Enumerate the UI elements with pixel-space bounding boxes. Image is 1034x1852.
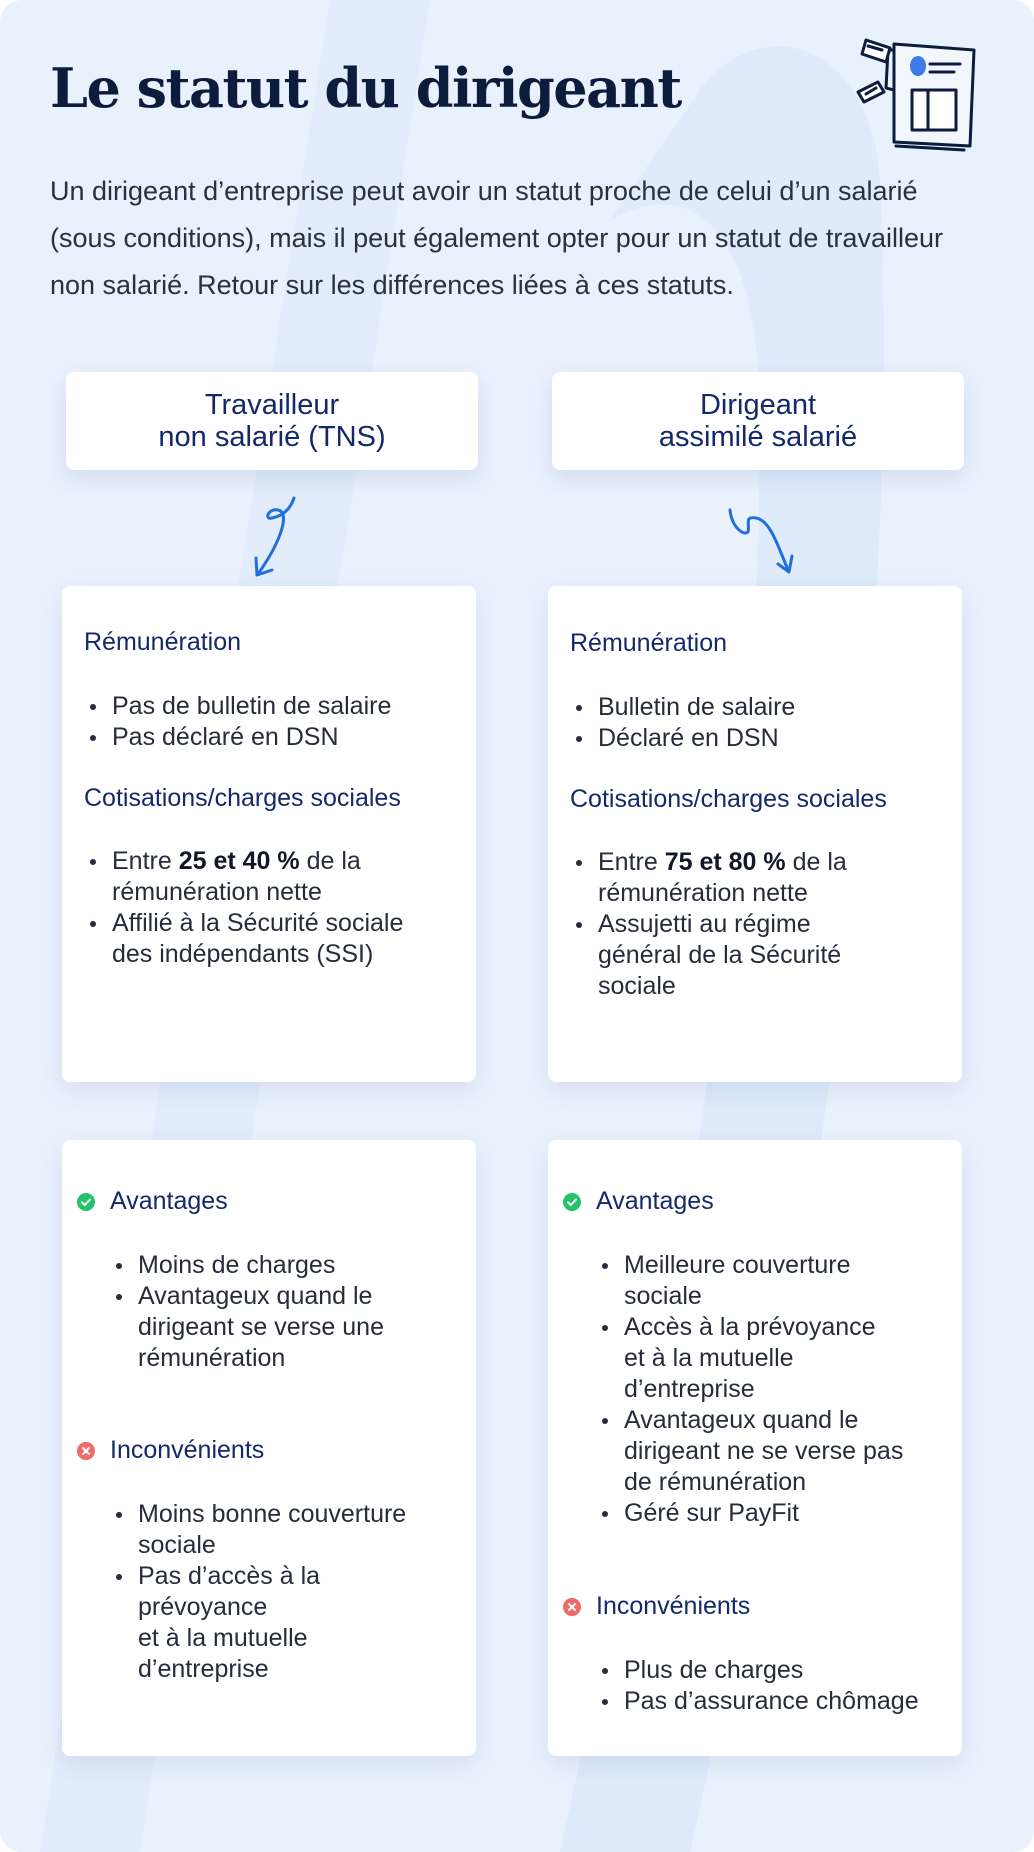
- list-item-line: dirigeant se verse une: [138, 1313, 384, 1341]
- list-item: [112, 1250, 384, 1281]
- list-item-line: Plus de charges: [624, 1656, 804, 1684]
- list-item: [598, 1405, 903, 1498]
- list-item: Pas de bulletin de salaire: [86, 691, 391, 722]
- assimile-remuneration-card: [548, 586, 962, 1082]
- list-item-line: Pas d’accès à la: [138, 1562, 321, 1590]
- remuneration-list: [86, 691, 391, 753]
- section-title-avantages: Avantages: [596, 1187, 714, 1215]
- list-item-line: général de la Sécurité: [598, 941, 842, 969]
- page-title: Le statut du dirigeant: [50, 56, 681, 120]
- list-item-line: Accès à la prévoyance: [624, 1313, 876, 1341]
- tns-pros-cons-card: [62, 1140, 476, 1756]
- section-title-inconvenients: Inconvénients: [110, 1436, 265, 1464]
- inconvenients-list: [112, 1499, 406, 1685]
- list-item-line: Moins bonne couverture: [138, 1500, 407, 1528]
- list-item-line: sociale: [598, 972, 676, 1000]
- list-item: [598, 1312, 903, 1405]
- list-item-line: de rémunération: [624, 1468, 807, 1496]
- intro-line: (sous conditions), mais il peut également opter pour un statut de travailleur: [50, 223, 943, 253]
- intro-line: non salarié. Retour sur les différences liées à ces statuts.: [50, 270, 734, 300]
- list-item-line: Avantageux quand le: [138, 1282, 373, 1310]
- list-item-line: rémunération: [138, 1344, 286, 1372]
- list-item-line: et à la mutuelle: [138, 1624, 308, 1652]
- list-item-line: prévoyance: [138, 1593, 268, 1621]
- list-item-line: sociale: [138, 1531, 216, 1559]
- section-title-cotisations: Cotisations/charges sociales: [84, 784, 401, 812]
- list-item-line: des indépendants (SSI): [112, 940, 374, 968]
- list-item-line: dirigeant ne se verse pas: [624, 1437, 904, 1465]
- section-title-remuneration: Rémunération: [84, 628, 242, 656]
- list-item: [598, 1250, 903, 1312]
- curly-arrow-down-left-icon: [246, 494, 306, 582]
- section-title-avantages: Avantages: [110, 1187, 228, 1215]
- heading-card-assimile-salarie: [552, 372, 964, 470]
- list-item-line: Entre 25 et 40 % de la: [112, 847, 361, 875]
- intro-line: Un dirigeant d’entreprise peut avoir un statut proche de celui d’un salarié: [50, 176, 918, 206]
- list-item: Bulletin de salaire: [572, 692, 795, 723]
- cotisations-rate: 25 et 40 %: [178, 847, 300, 875]
- section-title-inconvenients: Inconvénients: [596, 1592, 751, 1620]
- inconvenients-list: [598, 1655, 919, 1717]
- list-item-line: Moins de charges: [138, 1251, 336, 1279]
- list-item: [572, 847, 847, 909]
- cotisations-list: [572, 847, 847, 1002]
- list-item-line: rémunération nette: [598, 879, 808, 907]
- list-item-line: Géré sur PayFit: [624, 1499, 800, 1527]
- list-item-line: Affilié à la Sécurité sociale: [112, 909, 404, 937]
- check-circle-icon: [563, 1193, 581, 1211]
- heading-line: Travailleur: [204, 389, 340, 421]
- section-title-remuneration: Rémunération: [570, 629, 728, 657]
- avantages-list: [112, 1250, 384, 1374]
- intro-paragraph: [50, 168, 1000, 309]
- list-item-line: Entre 75 et 80 % de la: [598, 848, 847, 876]
- remuneration-list: [572, 692, 795, 754]
- list-item-line: Avantageux quand le: [624, 1406, 859, 1434]
- cotisations-list: [86, 846, 403, 970]
- list-item-line: d’entreprise: [624, 1375, 755, 1403]
- cotisations-rate: 75 et 80 %: [664, 848, 786, 876]
- x-circle-icon: [77, 1442, 95, 1460]
- list-item-line: Meilleure couverture: [624, 1251, 851, 1279]
- list-item: [598, 1498, 903, 1529]
- check-circle-icon: [77, 1193, 95, 1211]
- list-item-line: et à la mutuelle: [624, 1344, 794, 1372]
- list-item-line: d’entreprise: [138, 1655, 269, 1683]
- x-circle-icon: [563, 1598, 581, 1616]
- list-item: [112, 1499, 406, 1561]
- list-item: [598, 1655, 919, 1686]
- section-title-cotisations: Cotisations/charges sociales: [570, 785, 887, 813]
- list-item: [112, 1561, 406, 1685]
- payslip-document-icon: [856, 38, 990, 156]
- list-item: Déclaré en DSN: [572, 723, 795, 754]
- list-item: [86, 846, 403, 908]
- tns-remuneration-card: [62, 586, 476, 1082]
- avantages-list: [598, 1250, 903, 1529]
- list-item: [112, 1281, 384, 1374]
- list-item: [572, 909, 847, 1002]
- heading-line: assimilé salarié: [658, 421, 858, 453]
- list-item-line: Pas d’assurance chômage: [624, 1687, 919, 1715]
- curly-arrow-down-right-icon: [726, 506, 796, 576]
- heading-line: Dirigeant: [699, 389, 817, 421]
- list-item: Pas déclaré en DSN: [86, 722, 391, 753]
- heading-line: non salarié (TNS): [158, 421, 386, 453]
- list-item-line: sociale: [624, 1282, 702, 1310]
- assimile-pros-cons-card: [548, 1140, 962, 1756]
- list-item-line: Assujetti au régime: [598, 910, 811, 938]
- list-item-line: rémunération nette: [112, 878, 322, 906]
- list-item: [86, 908, 403, 970]
- list-item: [598, 1686, 919, 1717]
- heading-card-tns: [66, 372, 478, 470]
